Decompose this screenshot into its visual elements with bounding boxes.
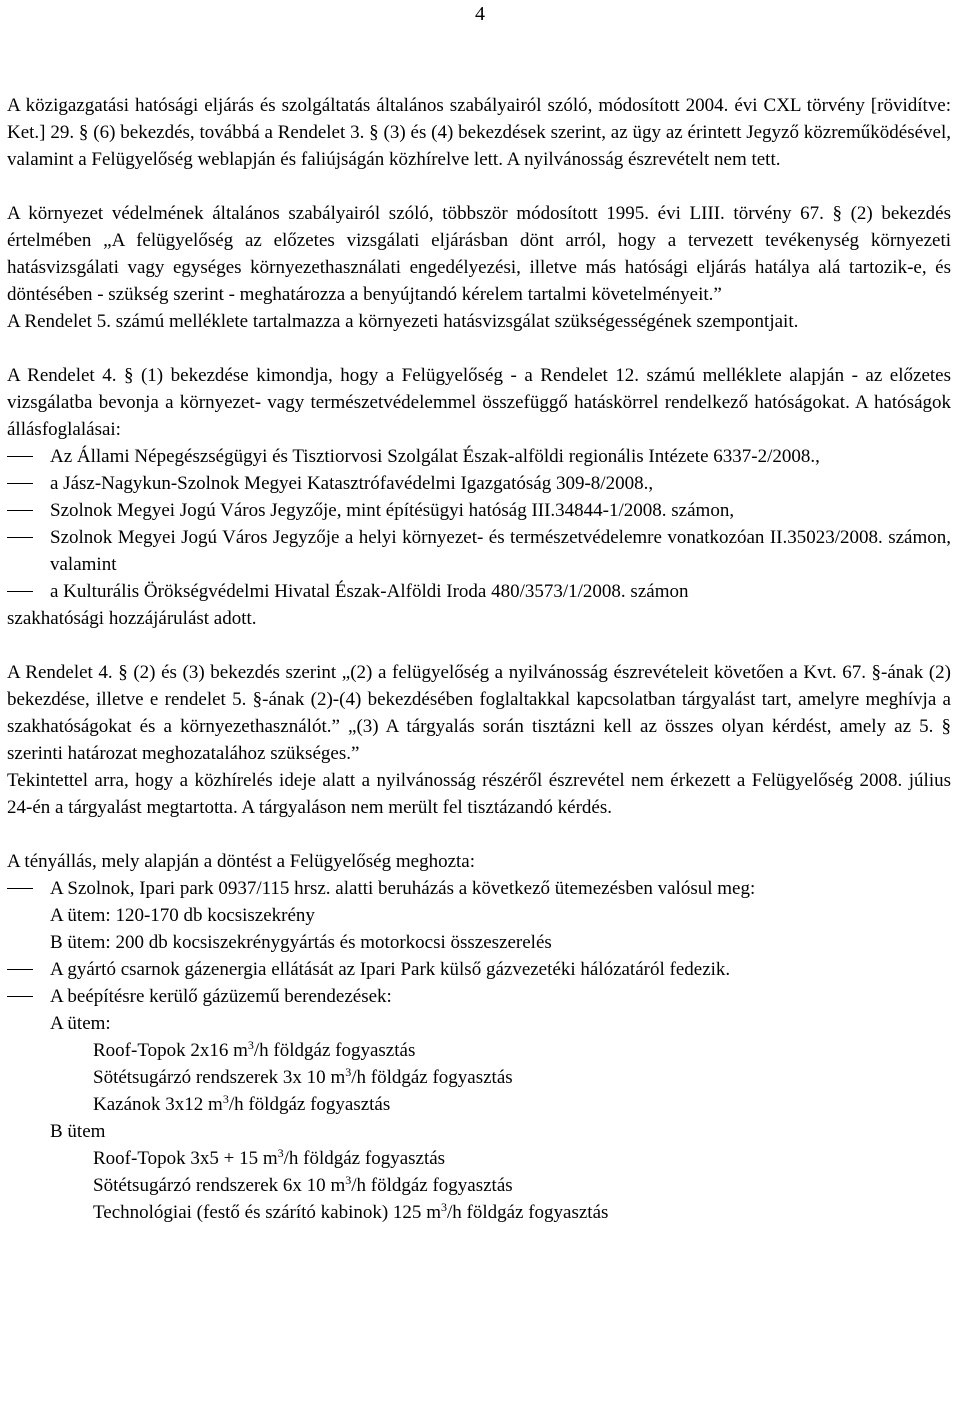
fact-item: A gyártó csarnok gázenergia ellátását az Ipari Park külső gázvezetéki hálózatáról fedezik.: [7, 956, 951, 983]
page-number: 4: [475, 3, 485, 25]
document-body: [7, 92, 951, 1226]
authority-item: Szolnok Megyei Jogú Város Jegyzője a helyi környezet- és természetvédelemre vonatkozóan II.35023/2008. számon, valamint: [7, 524, 951, 578]
fact-item: A beépítésre kerülő gázüzemű berendezések:: [7, 983, 951, 1010]
paragraph-authorities-intro: A Rendelet 4. § (1) bekezdése kimondja, hogy a Felügyelőség - a Rendelet 12. számú melléklete alapján - az előzetes vizsgálatba bevonja a környezet- vagy természetvédelemmel összefüggő hatáskörrel rendelkező hatóságokat. A hatóságok állásfoglalásai:: [7, 365, 951, 440]
equipment-item: Sötétsugárzó rendszerek 3x 10 $m^3/h$ földgáz fogyasztás: [93, 1065, 513, 1088]
equipment-stage-a-label: A ütem:: [50, 1013, 111, 1034]
authority-item: a Jász-Nagykun-Szolnok Megyei Katasztrófavédelmi Igazgatóság 309-8/2008.,: [7, 470, 951, 497]
stage-a-line: A ütem: 120-170 db kocsiszekrény: [50, 905, 315, 926]
authority-item: a Kulturális Örökségvédelmi Hivatal Észak-Alföldi Iroda 480/3573/1/2008. számon: [7, 578, 951, 605]
authority-item: Az Állami Népegészségügyi és Tisztiorvosi Szolgálat Észak-alföldi regionális Intézete 6337-2/2008.,: [7, 443, 951, 470]
equipment-item: Technológiai (festő és szárító kabinok) 125 $m^3/h$ földgáz fogyasztás: [93, 1200, 609, 1223]
equipment-item: Kazánok 3x12 $m^3/h$ földgáz fogyasztás: [93, 1092, 391, 1115]
equipment-stage-b-label: B ütem: [50, 1121, 106, 1142]
authority-item: Szolnok Megyei Jogú Város Jegyzője, mint építésügyi hatóság III.34844-1/2008. számon,: [7, 497, 951, 524]
equipment-item: Sötétsugárzó rendszerek 6x 10 $m^3/h$ földgáz fogyasztás: [93, 1173, 513, 1196]
paragraph-annex5: A Rendelet 5. számú melléklete tartalmazza a környezeti hatásvizsgálat szükségességének szempontjait.: [7, 311, 799, 332]
equipment-item: Roof-Topok 2x16 $m^3/h$ földgáz fogyasztás: [93, 1038, 416, 1061]
equipment-item: Roof-Topok 3x5 + 15 $m^3/h$ földgáz fogyasztás: [93, 1146, 446, 1169]
paragraph-publicity: A közigazgatási hatósági eljárás és szolgáltatás általános szabályairól szóló, módosított 2004. évi CXL törvény [rövidítve: Ket.] 29. § (6) bekezdés, továbbá a Rendelet 3. § (3) és (4) bekezdések szerint, az ügy az érintett Jegyző közreműködésével, valamint a Felügyelőség weblapján és faliújságán közhírelve lett. A nyilvánosság észrevételt nem tett.: [7, 95, 951, 170]
paragraph-hearing-rule: A Rendelet 4. § (2) és (3) bekezdés szerint „(2) a felügyelőség a nyilvánosság észrevételeit követően a Kvt. 67. §-ának (2) bekezdése, illetve e rendelet 5. §-ának (2)-(4) bekezdésében foglaltakkal kapcsolatban tárgyalást tart, amelyre meghívja a szakhatóságokat és a környezethasználót.” „(3) A tárgyalás során tisztázni kell az összes olyan kérdést, amely az 5. § szerinti határozat meghozatalához szükséges.”: [7, 662, 951, 764]
stage-b-line: B ütem: 200 db kocsiszekrénygyártás és motorkocsi összeszerelés: [50, 932, 552, 953]
paragraph-hearing-held: Tekintettel arra, hogy a közhírelés ideje alatt a nyilvánosság részéről észrevétel nem érkezett a Felügyelőség 2008. július 24-én a tárgyalást megtartotta. A tárgyaláson nem merült fel tisztázandó kérdés.: [7, 770, 951, 818]
paragraph-authorities-tail: szakhatósági hozzájárulást adott.: [7, 608, 257, 629]
paragraph-environment-law: A környezet védelmének általános szabályairól szóló, többször módosított 1995. évi LIII. törvény 67. § (2) bekezdés értelmében „A felügyelőség az előzetes vizsgálati eljárásban dönt arról, hogy a tervezett tevékenység környezeti hatásvizsgálati vagy egységes környezethasználati engedélyezési, illetve más hatósági eljárás hatálya alá tartozik-e, és döntésében - szükség szerint - meghatározza a benyújtandó kérelem tartalmi követelményeit.”: [7, 203, 951, 305]
fact-item: A Szolnok, Ipari park 0937/115 hrsz. alatti beruházás a következő ütemezésben valósul meg:: [7, 875, 951, 902]
paragraph-facts-intro: A tényállás, mely alapján a döntést a Felügyelőség meghozta:: [7, 851, 476, 872]
